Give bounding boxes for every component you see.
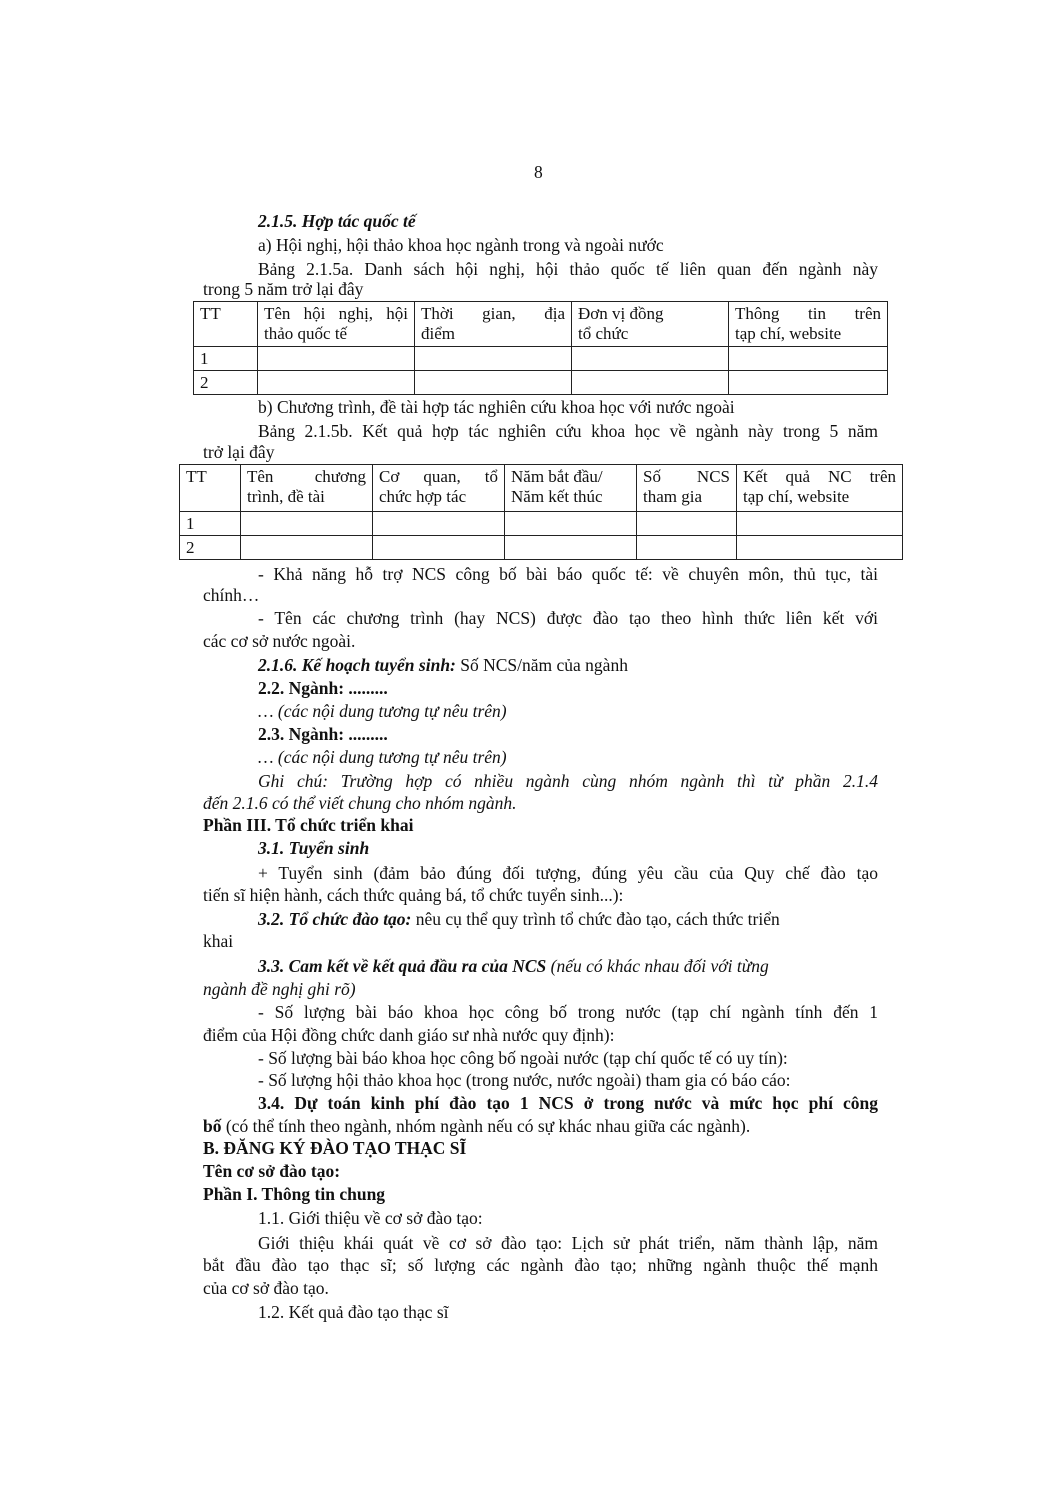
table-header-row [180,465,903,512]
table-2-1-5a [193,301,888,395]
table-cell: 2 [194,371,258,395]
section-1-1: 1.1. Giới thiệu về cơ sở đào tạo: [258,1208,483,1228]
table-cell [415,371,572,395]
table-cell [373,512,505,536]
table-row [180,512,903,536]
support-line1: - Khả năng hỗ trợ NCS công bố bài báo quốc tế: về chuyên môn, thủ tục, tài [258,564,878,584]
section-3-3-item3: - Số lượng hội thảo khoa học (trong nước, nước ngoài) tham gia có báo cáo: [258,1070,791,1090]
table-cell [737,536,903,560]
table-cell [637,536,737,560]
section-2-1-6-text: Số NCS/năm của ngành [455,655,628,675]
table-cell [737,512,903,536]
table-row [194,371,888,395]
institution-label: Tên cơ sở đào tạo: [203,1161,341,1181]
table-cell [258,347,415,371]
section-3-1-line2: tiến sĩ hiện hành, cách thức quảng bá, tổ chức tuyển sinh...): [203,885,624,905]
section-2-1-6-heading: 2.1.6. Kế hoạch tuyển sinh: [258,655,456,675]
section-1-2: 1.2. Kết quả đào tạo thạc sĩ [258,1302,449,1322]
intro-line3: của cơ sở đào tạo. [203,1278,329,1298]
table-2-1-5b [179,464,903,560]
table-b-caption-line1: Bảng 2.1.5b. Kết quả hợp tác nghiên cứu khoa học về ngành này trong 5 năm [258,421,878,441]
table-header-cell: Tên chương trình, đề tài [241,465,373,512]
section-3-1-heading: 3.1. Tuyển sinh [258,838,370,858]
table-header-cell: TT [194,302,258,347]
section-2-2-heading: 2.2. Ngành: ......... [258,678,388,698]
table-header-cell: TT [180,465,241,512]
table-a-caption-line2: trong 5 năm trở lại đây [203,279,364,299]
section-3-3-item1-line2: điểm của Hội đồng chức danh giáo sư nhà nước quy định): [203,1025,615,1045]
table-cell [241,536,373,560]
intro-line1: Giới thiệu khái quát về cơ sở đào tạo: Lịch sử phát triển, năm thành lập, năm [258,1233,878,1253]
subsection-b: b) Chương trình, đề tài hợp tác nghiên cứu khoa học với nước ngoài [258,397,735,417]
section-2-3-heading: 2.3. Ngành: ......... [258,724,388,744]
part-1-heading: Phần I. Thông tin chung [203,1184,386,1204]
table-cell [572,371,729,395]
table-header-row [194,302,888,347]
section-2-3-note: … (các nội dung tương tự nêu trên) [258,747,507,767]
table-b-caption-line2: trở lại đây [203,442,275,462]
table-cell [505,536,637,560]
table-cell [258,371,415,395]
table-row [180,536,903,560]
table-cell: 1 [180,512,241,536]
table-header-cell: Tên hội nghị, hội thảo quốc tế [258,302,415,347]
section-3-1-line1: + Tuyển sinh (đảm bảo đúng đối tượng, đúng yêu cầu của Quy chế đào tạo [258,863,878,883]
note-line1: Ghi chú: Trường hợp có nhiều ngành cùng nhóm ngành thì từ phần 2.1.4 [258,771,878,791]
section-3-2-heading: 3.2. Tổ chức đào tạo: [258,909,412,929]
table-header-cell: Số NCS tham gia [637,465,737,512]
section-2-1-5-heading: 2.1.5. Hợp tác quốc tế [258,211,416,231]
programs-line1: - Tên các chương trình (hay NCS) được đào tạo theo hình thức liên kết với [258,608,878,628]
section-3-3-item1-line1: - Số lượng bài báo khoa học công bố trong nước (tạp chí ngành tính đến 1 [258,1002,878,1022]
section-3-3-item2: - Số lượng bài báo khoa học công bố ngoài nước (tạp chí quốc tế có uy tín): [258,1048,788,1068]
table-header-cell: Năm bắt đầu/ Năm kết thúc [505,465,637,512]
part-3-heading: Phần III. Tổ chức triển khai [203,815,414,835]
table-cell [729,347,888,371]
section-3-4-line2 [203,1118,750,1136]
note-line2: đến 2.1.6 có thể viết chung cho nhóm ngành. [203,793,517,813]
table-cell [505,512,637,536]
section-3-4-heading-line2: bố [203,1116,222,1136]
table-cell [572,347,729,371]
table-row [194,347,888,371]
page-number: 8 [534,162,543,182]
table-header-cell: Đơn vị đồng tổ chức [572,302,729,347]
table-cell: 2 [180,536,241,560]
intro-line2: bắt đầu đào tạo thạc sĩ; số lượng các ngành đào tạo; những ngành thuộc thế mạnh [203,1255,878,1275]
support-line2: chính… [203,585,260,605]
section-3-2 [258,911,780,929]
section-3-3-heading: 3.3. Cam kết về kết quả đầu ra của NCS [258,956,547,976]
section-b-heading: B. ĐĂNG KÝ ĐÀO TẠO THẠC SĨ [203,1138,467,1158]
table-cell [637,512,737,536]
table-header-cell: Thời gian, địa điểm [415,302,572,347]
section-2-2-note: … (các nội dung tương tự nêu trên) [258,701,507,721]
section-3-4-text: (có thể tính theo ngành, nhóm ngành nếu có sự khác nhau giữa các ngành). [221,1116,751,1136]
section-3-3-note2: ngành đề nghị ghi rõ) [203,979,356,999]
section-2-1-6 [258,657,628,675]
subsection-a: a) Hội nghị, hội thảo khoa học ngành trong và ngoài nước [258,235,664,255]
section-3-2-line1: nêu cụ thể quy trình tổ chức đào tạo, cách thức triển [411,909,780,929]
table-a-caption-line1: Bảng 2.1.5a. Danh sách hội nghị, hội thảo quốc tế liên quan đến ngành này [258,259,878,279]
programs-line2: các cơ sở nước ngoài. [203,631,356,651]
table-header-cell: Cơ quan, tổ chức hợp tác [373,465,505,512]
section-3-2-line2: khai [203,931,234,951]
section-3-3 [258,958,769,976]
table-cell [241,512,373,536]
section-3-3-note1: (nếu có khác nhau đối với từng [546,956,769,976]
table-header-cell: Thông tin trên tạp chí, website [729,302,888,347]
table-header-cell: Kết quả NC trên tạp chí, website [737,465,903,512]
table-cell [729,371,888,395]
table-cell [373,536,505,560]
table-cell [415,347,572,371]
section-3-4-heading-line1: 3.4. Dự toán kinh phí đào tạo 1 NCS ở trong nước và mức học phí công [258,1093,878,1113]
table-cell: 1 [194,347,258,371]
